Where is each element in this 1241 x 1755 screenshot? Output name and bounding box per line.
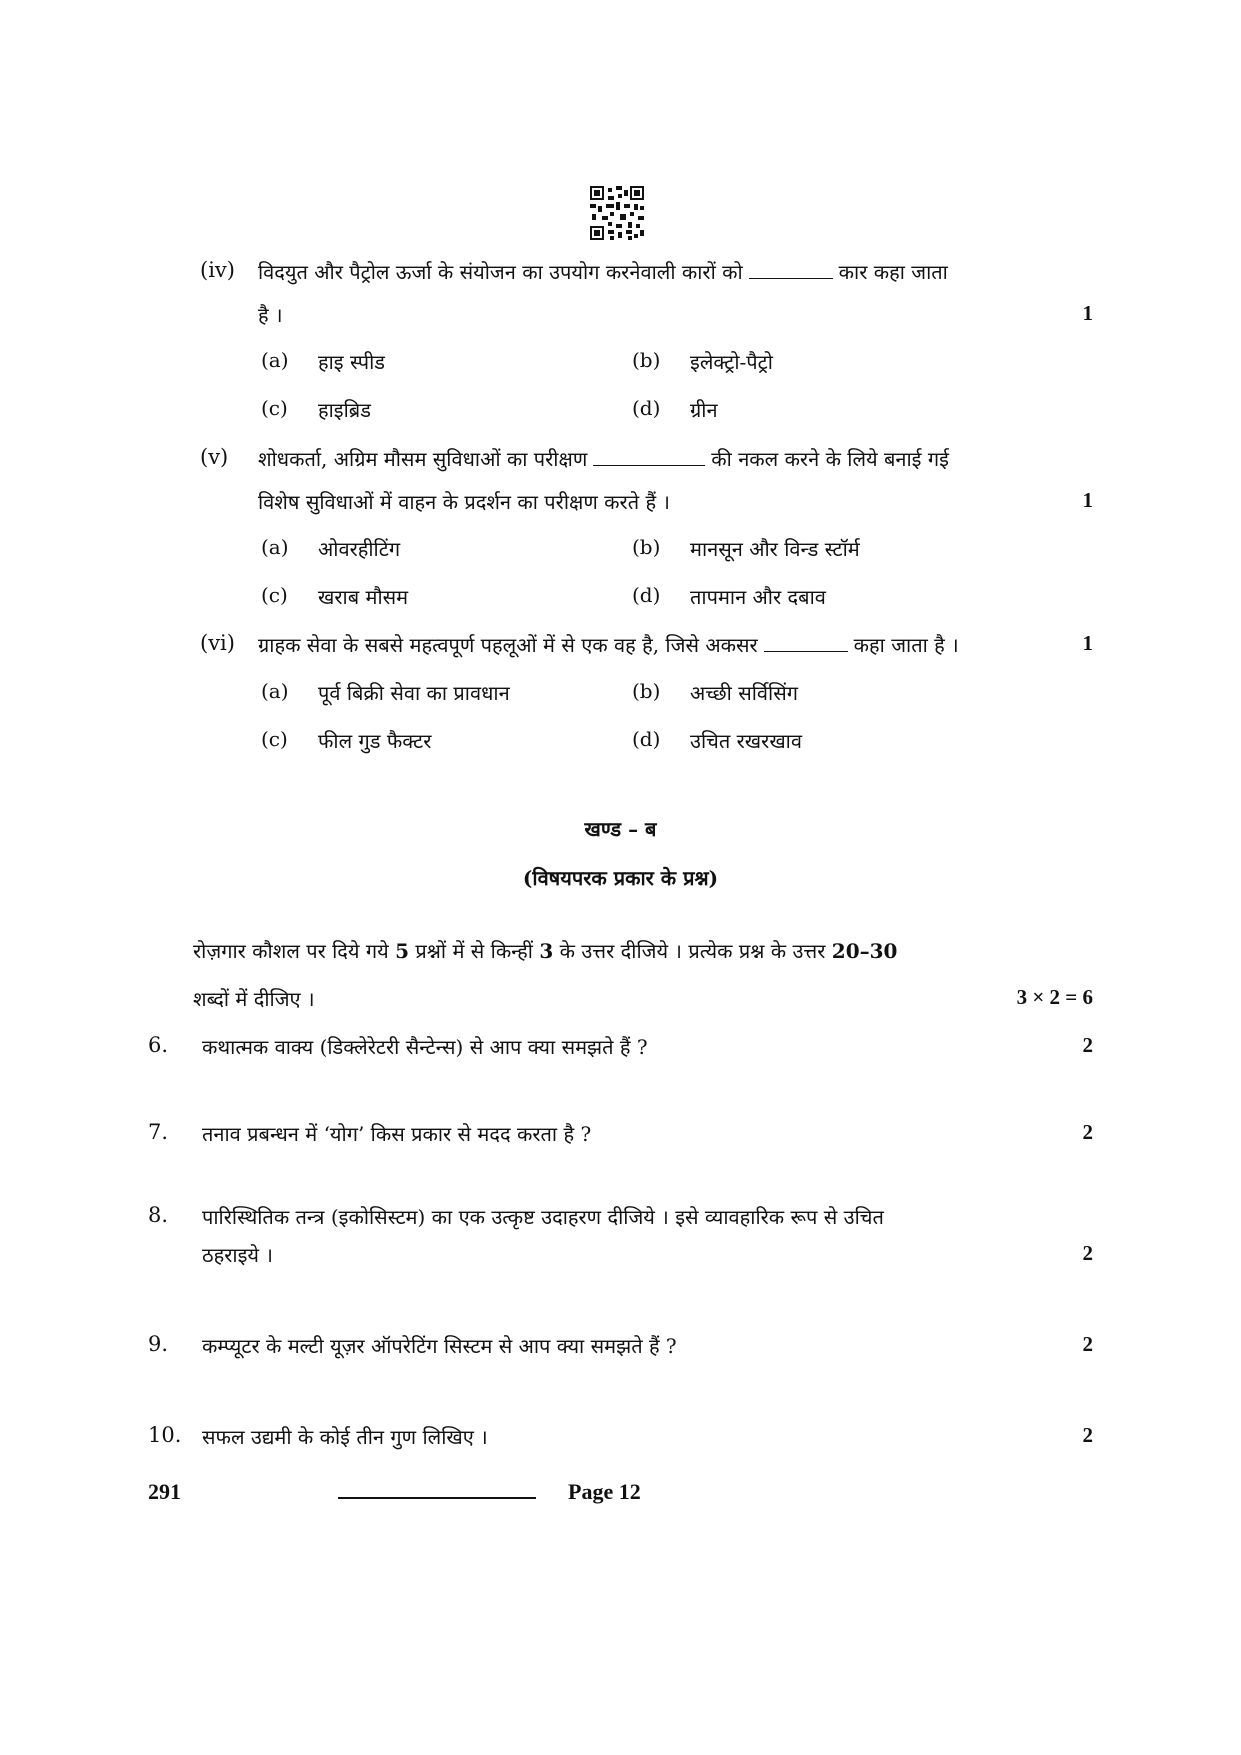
- marks: 1: [1082, 301, 1093, 325]
- option-label: (d): [632, 727, 661, 751]
- question-text-line1: विदयुत और पैट्रोल ऊर्जा के संयोजन का उपयोग करनेवाली कारों को कार कहा जाता: [258, 260, 948, 284]
- option-text: अच्छी सर्विसिंग: [690, 681, 798, 705]
- question-text-line1: शोधकर्ता, अग्रिम मौसम सुविधाओं का परीक्षण की नकल करने के लिये बनाई गई: [258, 447, 949, 471]
- option-label: (c): [261, 727, 288, 751]
- option-label: (b): [632, 535, 661, 559]
- section-subtitle: (विषयपरक प्रकार के प्रश्न): [522, 866, 719, 890]
- question-number: 7.: [148, 1120, 169, 1144]
- question-number: 6.: [148, 1033, 169, 1057]
- footer-divider: [338, 1497, 536, 1499]
- section-marks: 3 × 2 = 6: [1016, 985, 1093, 1009]
- section-title: खण्ड – ब: [584, 817, 657, 841]
- question-number: 9.: [148, 1332, 169, 1356]
- option-text: हाइब्रिड: [318, 398, 371, 422]
- question-text-line2: है ।: [258, 303, 283, 327]
- question-number: 8.: [148, 1203, 169, 1227]
- question-number: (iv): [200, 258, 235, 282]
- option-text: तापमान और दबाव: [690, 585, 826, 609]
- question-text: पारिस्थितिक तन्त्र (इकोसिस्टम) का एक उत्कृष्ट उदाहरण दीजिये । इसे व्यावहारिक रूप से उचित: [202, 1205, 884, 1229]
- option-text: हाइ स्पीड: [318, 350, 385, 374]
- option-label: (c): [261, 396, 288, 420]
- option-label: (b): [632, 679, 661, 703]
- section-instructions-line1: रोज़गार कौशल पर दिये गये 5 प्रश्नों में से किन्हीं 3 के उत्तर दीजिये । प्रत्येक प्रश्न के उत्तर 20–30: [193, 939, 898, 963]
- marks: 2: [1082, 1423, 1093, 1447]
- marks: 2: [1082, 1033, 1093, 1057]
- question-text-line1: ग्राहक सेवा के सबसे महत्वपूर्ण पहलूओं में से एक वह है, जिसे अकसर कहा जाता है ।: [258, 633, 959, 657]
- option-text: मानसून और विन्ड स्टॉर्म: [690, 537, 860, 561]
- paper-code: 291: [148, 1479, 181, 1504]
- question-number: (v): [200, 445, 229, 469]
- option-text: ग्रीन: [690, 398, 718, 422]
- option-label: (a): [261, 348, 289, 372]
- question-text-line2: विशेष सुविधाओं में वाहन के प्रदर्शन का परीक्षण करते हैं ।: [258, 490, 671, 514]
- question-text: सफल उद्यमी के कोई तीन गुण लिखिए ।: [202, 1425, 488, 1449]
- option-text: उचित रखरखाव: [690, 729, 802, 753]
- blank-line: [749, 262, 833, 279]
- option-text: पूर्व बिक्री सेवा का प्रावधान: [318, 681, 510, 705]
- question-number: (vi): [200, 631, 235, 655]
- option-label: (a): [261, 679, 289, 703]
- option-label: (a): [261, 535, 289, 559]
- question-text: कथात्मक वाक्य (डिक्लेरेटरी सैन्टेन्स) से आप क्या समझते हैं ?: [202, 1035, 648, 1059]
- question-text: कम्प्यूटर के मल्टी यूज़र ऑपरेटिंग सिस्टम से आप क्या समझते हैं ?: [202, 1334, 677, 1358]
- question-number: 10.: [148, 1423, 182, 1447]
- option-label: (c): [261, 583, 288, 607]
- option-label: (d): [632, 583, 661, 607]
- marks: 1: [1082, 631, 1093, 655]
- qr-code-image: [590, 186, 644, 240]
- option-text: इलेक्ट्रो-पैट्रो: [690, 350, 773, 374]
- marks: 2: [1082, 1241, 1093, 1265]
- blank-line: [593, 449, 705, 466]
- blank-line: [764, 635, 848, 652]
- question-text: तनाव प्रबन्धन में ‘योग’ किस प्रकार से मदद करता है ?: [202, 1122, 592, 1146]
- option-label: (b): [632, 348, 661, 372]
- option-text: फील गुड फैक्टर: [318, 729, 432, 753]
- question-text-line2: ठहराइये ।: [202, 1243, 273, 1267]
- option-text: ओवरहीटिंग: [318, 537, 401, 561]
- section-instructions-line2: शब्दों में दीजिए ।: [193, 987, 315, 1011]
- marks: 2: [1082, 1332, 1093, 1356]
- marks: 1: [1082, 488, 1093, 512]
- marks: 2: [1082, 1120, 1093, 1144]
- page-number: Page 12: [568, 1479, 641, 1504]
- option-text: खराब मौसम: [318, 585, 409, 609]
- option-label: (d): [632, 396, 661, 420]
